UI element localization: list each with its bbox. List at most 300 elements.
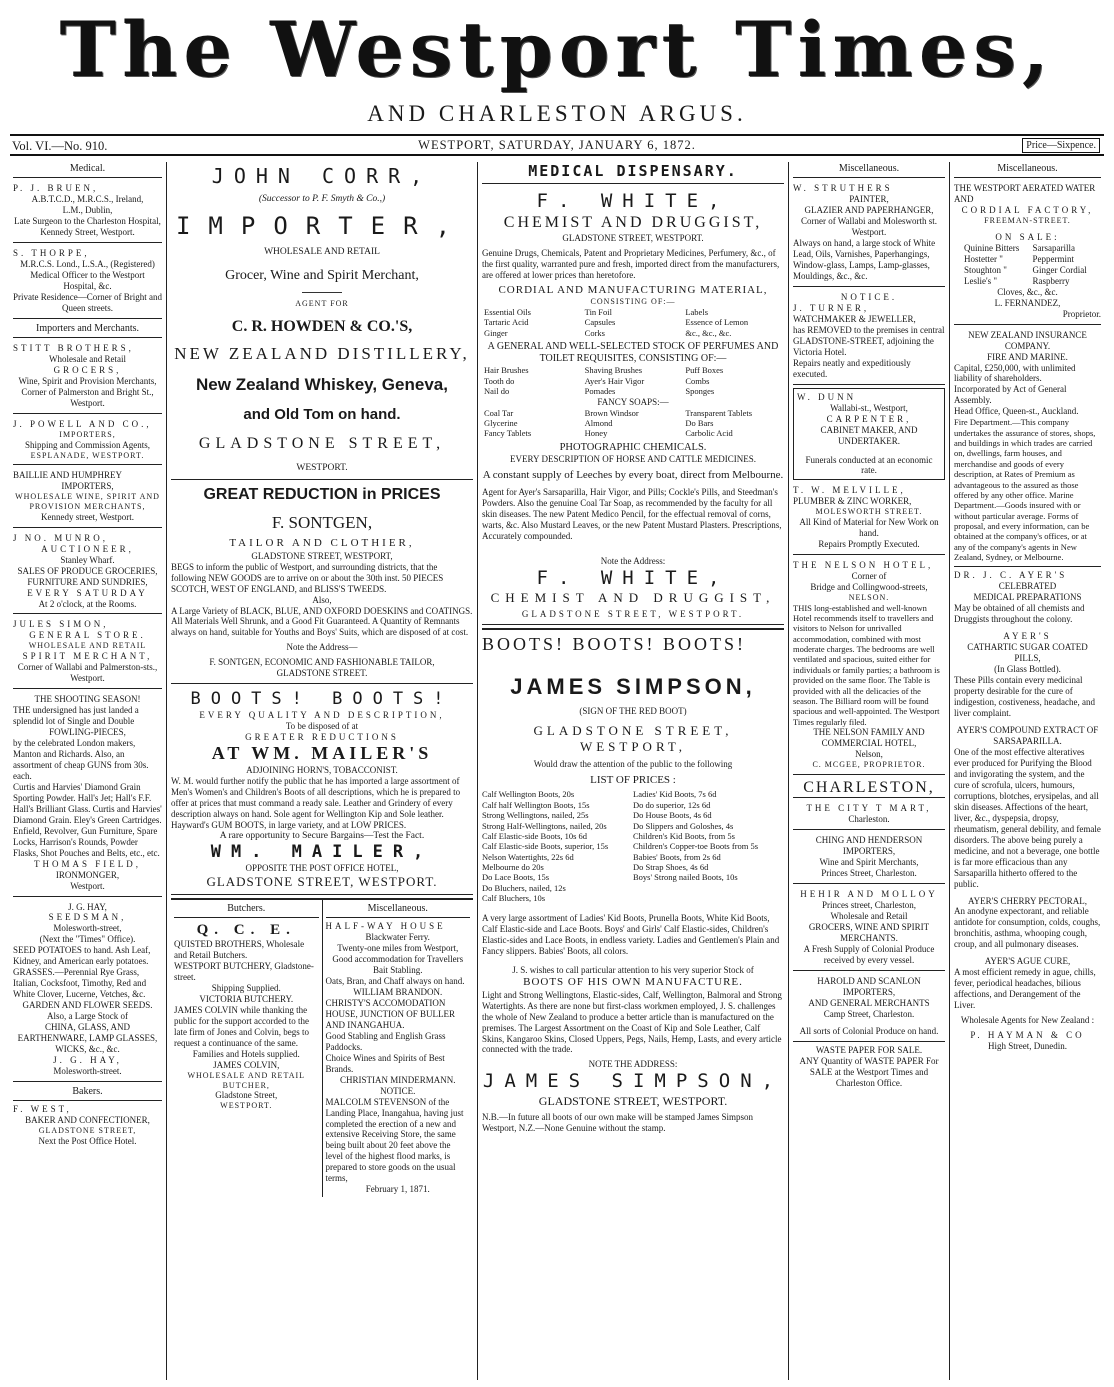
ad-body: Light and Strong Wellingtons, Elastic-sides, Calf, Wellington, Balmoral and Strong Watertights. As there are none but first-class workmen employed, J. S. challenges the whole of New Zealand to produce a better article than is manufactured on the premises. The Largest Assortment on the Coast of Kip and Sole Leather, Calf Skins, Kangaroo Skins, Closed Uppers, Pegs, Nails, Hemp, Lasts, and every article connected with the trade.: [482, 989, 782, 1055]
ad-name: JAMES SIMPSON,: [510, 673, 756, 699]
ad-line: CABINET MAKER, AND: [820, 424, 918, 435]
aerated-item-list: [954, 243, 1101, 287]
section-header-misc: Miscellaneous.: [326, 902, 471, 918]
ad-line: (Next the "Times" Office).: [39, 934, 136, 945]
ad-line: NOTICE.: [380, 1085, 416, 1096]
ad-name: S. THORPE,: [13, 248, 90, 259]
price-item: Children's Copper-toe Boots from 5s: [633, 841, 759, 852]
ad-name: THE WESTPORT AERATED WATER AND: [954, 183, 1096, 205]
ad-line: CORDIAL AND MANUFACTURING MATERIAL,: [498, 283, 768, 296]
ad-heading: WASTE PAPER FOR SALE.: [815, 1044, 923, 1055]
ad-line: Molesworth-street,: [53, 923, 122, 934]
ad-line: GENERAL STORE.: [29, 630, 146, 641]
ad-body: One of the most effective alteratives ever produced for Purifying the Blood and invigorating the system, and the cure of scrofula, ulcers, humours, corruptions, blotches, erysipelas, and all skin diseases. Affections of the heart, liver, &c., dyspepsia, dropsy, rheumatism, general debility, and female disorders. The above being purely a medicine, and not a beverage, one bottle is far more efficacious than any Sarsaparilla hitherto offered to the public.: [954, 746, 1101, 889]
ad-line: CORDIAL FACTORY,: [961, 205, 1094, 216]
soap-list: [482, 408, 784, 439]
ad-line: GLADSTONE STREET, WESTPORT.: [206, 874, 438, 890]
ad-body: SEED POTATOES to hand. Ash Leaf, Kidney, and American early potatoes.: [13, 945, 151, 967]
ad-corr: [171, 162, 473, 480]
section-header-importers: Importers and Merchants.: [13, 322, 162, 338]
list-row: [964, 276, 1101, 287]
ad-line: CATHARTIC SUGAR COATED: [967, 642, 1088, 653]
ad-line: J. S. wishes to call particular attention to his very superior Stock of: [512, 965, 754, 976]
ad-line: Wholesale and Retail: [49, 354, 126, 364]
ad-line: Choice Wines and Spirits of Best Brands.: [325, 1052, 445, 1074]
list-row: [482, 365, 784, 375]
ad-line: A constant supply of Leeches by every boat, direct from Melbourne.: [482, 469, 784, 482]
list-row: [964, 243, 1101, 254]
list-cell: Nail do: [484, 386, 510, 397]
ad-line: TAILOR AND CLOTHIER,: [229, 537, 415, 550]
price-list: [482, 789, 784, 903]
list-cell: Fancy Tablets: [484, 428, 532, 439]
list-row: [964, 265, 1101, 276]
ad-line: AYER'S COMPOUND EXTRACT OF: [956, 724, 1099, 735]
ad-bruen: [13, 181, 162, 243]
ad-line: JAMES COLVIN,: [213, 1060, 280, 1071]
list-cell: Ginger Cordial: [1032, 264, 1087, 275]
ad-line: GLADSTONE STREET, WESTPORT.: [521, 608, 745, 619]
ad-line: Kennedy Street, Westport.: [40, 227, 135, 238]
ad-line: OPPOSITE THE POST OFFICE HOTEL,: [245, 863, 399, 874]
ad-west: [13, 1104, 162, 1147]
ad-body: A Large Variety of BLACK, BLUE, AND OXFORD DOESKINS and COATINGS. All Materials Well Shrunk, and a Good Fit Guaranteed. A Quantity of Remnants always on hand, suitable for Youths and Boys' Suits, which are disposed of at cost.: [171, 605, 473, 638]
ad-line: All Kind of Material for New Work on hand.: [799, 517, 939, 539]
ad-line: February 1, 1871.: [365, 1184, 430, 1195]
ad-simon: [13, 617, 162, 689]
ad-line: High Street, Dunedin.: [988, 1041, 1067, 1052]
ad-name: DR. J. C. AYER'S: [954, 570, 1068, 581]
ad-line: (Successor to P. F. Smyth & Co.,): [258, 194, 386, 205]
ad-line: Corner of Wallabi and Palmerston-sts., Westport.: [17, 662, 158, 684]
ad-heading: NOTICE.: [840, 291, 898, 302]
ad-ayer: [954, 570, 1101, 1052]
ad-line: CHEMIST AND DRUGGIST,: [503, 214, 763, 232]
ad-name: CHING AND HENDERSON: [815, 835, 923, 846]
list-cell: Almond: [584, 417, 613, 428]
ad-line: Families and Hotels supplied.: [192, 1049, 300, 1060]
ad-body: MALCOLM STEVENSON of the Landing Place, Inangahua, having just completed the erection of a new and extensive Receiving Store, the same being built about 20 feet above the level of the highest flood marks, is prepared to store goods on the usual terms,: [325, 1096, 464, 1184]
list-cell: Essence of Lemon: [685, 317, 749, 328]
ad-body: JAMES COLVIN while thanking the public for the support accorded to the late firm of Jones and Colvin, begs to request a continuance of the same.: [174, 1005, 309, 1049]
ad-line: To be disposed of at: [285, 721, 359, 732]
butchers-section: [171, 900, 323, 1197]
ad-line: GLADSTONE STREET, WESTPORT,: [533, 723, 733, 755]
ad-munro: [13, 531, 162, 615]
ad-line: C. MCGEE, PROPRIETOR.: [812, 759, 926, 769]
ad-line: PAINTER,: [849, 194, 889, 205]
ad-heading: GREAT REDUCTION in PRICES: [203, 486, 441, 504]
ad-line: Would draw the attention of the public to the following: [533, 759, 733, 770]
ad-line: A GENERAL AND WELL-SELECTED STOCK OF PERFUMES AND TOILET REQUISITES, CONSISTING OF:—: [487, 341, 779, 365]
price-item: Calf Bluchers, 10s: [482, 893, 546, 904]
ad-line: GARDEN AND FLOWER SEEDS.: [22, 1000, 153, 1011]
ad-line: WESTPORT.: [220, 1101, 273, 1111]
list-cell: Tartaric Acid: [484, 317, 529, 328]
ad-body: A very large assortment of Ladies' Kid Boots, Prunella Boots, White Kid Boots, Calf Elastic-side and Lace Boots. Boys' and Girls' Calf Elastic-sides, Children's Elastic-sides and Lace Boots, in endless variety. Ladies and Gentlemen's Plain and Fancy slippers. Babies' Boots, all colors.: [482, 913, 780, 957]
ad-line: Stanley Wharf.: [60, 554, 115, 565]
ad-line: IMPORTER,: [175, 211, 469, 240]
list-cell: &c., &c., &c.: [685, 327, 732, 338]
price-label: Price—Sixpence.: [1022, 138, 1100, 153]
ad-line: NOTE THE ADDRESS:: [588, 1059, 678, 1070]
column-5: [951, 162, 1104, 1380]
ad-line: F. SONTGEN, ECONOMIC AND FASHIONABLE TAILOR,: [209, 657, 435, 668]
list-row: [482, 376, 784, 386]
ad-line: Princes street, Charleston,: [822, 899, 916, 910]
list-cell: Coal Tar: [484, 407, 514, 418]
list-cell: Corks: [584, 327, 605, 338]
ad-hay: [13, 900, 162, 1083]
ad-name: F. WHITE,: [536, 566, 730, 589]
list-cell: Hostetter ": [964, 253, 1003, 264]
ad-line: EVERY SATURDAY: [27, 587, 148, 598]
ad-body: Head Office, Queen-st., Auckland.: [954, 406, 1079, 417]
ad-line: and Old Tom on hand.: [243, 405, 401, 423]
ad-body: QUISTED BROTHERS, Wholesale and Retail Butchers.: [174, 939, 305, 961]
ad-line: Wine, Spirit and Provision Merchants, Corner of Palmerston and Bright St., Westport.: [18, 375, 157, 408]
list-cell: Tin Foil: [584, 307, 613, 318]
ad-name: F. WEST,: [13, 1104, 72, 1115]
section-header-bakers: Bakers.: [13, 1085, 162, 1101]
ad-sontgen: [171, 483, 473, 684]
ad-line: CONSISTING OF:—: [590, 297, 676, 307]
ad-line: A.B.T.C.D., M.R.C.S., Ireland,: [31, 194, 144, 205]
ad-line: NELSON.: [848, 592, 890, 602]
ad-simpson: [482, 628, 784, 1135]
ad-line: (In Glass Bottled).: [994, 664, 1061, 675]
ad-name: THE NELSON HOTEL,: [793, 560, 934, 571]
ad-powell: [13, 417, 162, 465]
ad-line: FOWLING-PIECES,: [49, 726, 126, 737]
price-item: Babies' Boots, from 2s 6d: [633, 851, 721, 862]
ad-body: Always on hand, a large stock of White Lead, Oils, Varnishes, Paperhangings, Window-glass, Lamps, Lamp-glasses, Mouldings, &c., &c.: [793, 238, 936, 281]
ad-body: These Pills contain every medicinal property desirable for the cure of indigestion, costiveness, headache, and liver complaint.: [954, 675, 1095, 718]
ad-line: Camp Street, Charleston.: [823, 1008, 915, 1019]
ad-line: Kennedy street, Westport.: [40, 511, 135, 522]
ad-line: FREEMAN-STREET.: [984, 216, 1071, 226]
ad-line: MERCHANTS.: [840, 932, 898, 943]
ad-line: J. G. HAY,: [53, 1055, 122, 1066]
ad-body: A most efficient remedy in ague, chills, fever, periodical headaches, bilious affections, and Derangement of the Liver.: [954, 967, 1096, 1011]
ad-name: J. POWELL AND CO.,: [13, 418, 152, 429]
ad-name: BAILLIE AND HUMPHREY: [13, 470, 122, 481]
ad-line: WHOLESALE AND RETAIL BUTCHER,: [187, 1070, 306, 1090]
ad-body: GRASSES.—Perennial Rye Grass, Italian, Cocksfoot, Timothy, Red and White Clover, Lucerne, Vetches, &c.: [13, 967, 147, 1000]
ad-line: Next the Post Office Hotel.: [38, 1135, 137, 1146]
ad-body: THE undersigned has just landed a splendid lot of Single and Double: [13, 705, 139, 726]
ad-line: Shipping and Commission Agents,: [24, 439, 150, 450]
ad-line: SARSAPARILLA.: [993, 735, 1062, 746]
section-header-misc: Miscellaneous.: [793, 162, 945, 178]
list-row: [482, 428, 784, 438]
section-header-charleston: CHARLESTON,: [793, 778, 945, 799]
ad-name: HEHIR AND MOLLOY: [800, 888, 938, 899]
ad-name: JOHN CORR,: [211, 164, 433, 188]
ad-baillie: [13, 468, 162, 527]
ad-line: (SIGN OF THE RED BOOT): [579, 706, 687, 717]
ad-line: Shipping Supplied.: [211, 983, 281, 994]
ad-line: IMPORTERS,: [59, 429, 116, 439]
ad-line: Bridge and Collingwood-streets,: [810, 581, 928, 592]
section-header-dispensary: MEDICAL DISPENSARY.: [482, 162, 784, 184]
ad-line: WESTPORT BUTCHERY, Gladstone-street.: [174, 961, 314, 983]
ad-line: Blackwater Ferry.: [365, 932, 430, 943]
ad-body: has REMOVED to the premises in central GLADSTONE-STREET, adjoining the Victoria Hotel.: [793, 324, 945, 357]
list-cell: Labels: [685, 307, 709, 318]
ad-line: Grocer, Wine and Spirit Merchant,: [225, 267, 419, 283]
ad-melville: [793, 483, 945, 555]
ad-tmart: [793, 801, 945, 830]
ad-line: At 2 o'clock, at the Rooms.: [38, 598, 137, 609]
ad-name: T. W. MELVILLE,: [793, 485, 906, 496]
ad-waste-paper: [793, 1045, 945, 1089]
ad-name: F. SONTGEN,: [271, 512, 373, 532]
list-row: [482, 386, 784, 396]
ad-line: BOOTS OF HIS OWN MANUFACTURE.: [523, 976, 743, 989]
masthead-subtitle: AND CHARLESTON ARGUS.: [367, 101, 747, 126]
ad-line: WATCHMAKER & JEWELLER,: [793, 313, 916, 324]
ad-line: AYER'S AGUE CURE,: [984, 956, 1071, 967]
ad-line: All sorts of Colonial Produce on hand.: [799, 1025, 939, 1036]
ad-line: New Zealand Whiskey, Geneva,: [196, 374, 448, 394]
ad-line: Charleston.: [848, 814, 890, 825]
ad-nelson-hotel: [793, 558, 945, 775]
price-item: Ladies' Kid Boots, 7s 6d: [633, 789, 717, 800]
misc-section: [323, 900, 474, 1197]
list-row: [482, 307, 784, 317]
price-item: Strong Half-Wellingtons, nailed, 20s: [482, 820, 607, 831]
ad-line: Wholesale and Retail: [830, 910, 908, 921]
list-cell: Ayer's Hair Vigor: [584, 375, 645, 386]
ad-line: ON SALE:: [995, 231, 1060, 242]
ad-line: Gladstone Street,: [215, 1090, 278, 1101]
ad-name: P. J. BRUEN,: [13, 183, 99, 194]
list-cell: Quinine Bitters: [964, 242, 1020, 253]
ad-line: IMPORTERS,: [842, 846, 896, 857]
price-item: Calf Wellington Boots, 20s: [482, 789, 575, 800]
ad-body: W. M. would further notify the public that he has imported a large assortment of Men's Women's and Children's Boots of all descriptions, which he is prepared to offer at prices that must command a ready sale. Leather and Grindery of every description always on hand. Sole agent for Wellington Kip and Sole leather. Hayward's GUM BOOTS, in large variety, and at LOW PRICES.: [171, 775, 461, 830]
ad-line: Molesworth-street.: [53, 1066, 122, 1077]
column-3: [479, 162, 787, 1380]
ad-line: SPIRIT MERCHANT,: [22, 651, 153, 662]
list-cell: Peppermint: [1032, 253, 1074, 264]
ad-line: Good accommodation for Travellers: [332, 953, 464, 964]
ad-hehir: [793, 887, 945, 971]
list-cell: Ginger: [484, 327, 508, 338]
ad-name: WM. MAILER,: [210, 842, 434, 863]
list-row: [482, 328, 784, 338]
ad-line: GROCERS, WINE AND SPIRIT: [808, 921, 930, 932]
column-2: [168, 162, 476, 1380]
section-header-misc: Miscellaneous.: [954, 162, 1101, 178]
ad-line: CELEBRATED: [998, 581, 1057, 592]
price-item: Do Slippers and Goloshes, 4s: [633, 820, 734, 831]
price-item: Children's Kid Boots, from 5s: [633, 830, 735, 841]
ad-line: CHRISTY'S ACCOMODATION HOUSE, JUNCTION OF BULLER AND INANGAHUA.: [325, 997, 456, 1030]
ad-line: ESPLANADE, WESTPORT.: [30, 450, 145, 460]
masthead-title: The Westport Times,: [59, 5, 1055, 94]
ad-line: Twenty-one miles from Westport,: [337, 943, 459, 953]
list-cell: Glycerine: [484, 417, 518, 428]
issue-date: WESTPORT, SATURDAY, JANUARY 6, 1872.: [418, 138, 696, 152]
list-cell: Pomades: [584, 386, 616, 397]
ad-body: Agent for Ayer's Sarsaparilla, Hair Vigor, and Pills; Cockle's Pills, and Steedman's Powders. Also the genuine Coal Tar Soap, as recommended by the faculty for all skin diseases. The new Patent Medico Pencil, for the effectual removal of corns, warts, &c. Also Mustard Leaves, or the new Patent Mustard Plasters. Prescriptions, Accurately compounded.: [482, 486, 782, 541]
ad-line: AYER'S: [1003, 631, 1052, 642]
ad-line: NEW ZEALAND DISTILLERY,: [174, 344, 470, 364]
ad-harold: [793, 974, 945, 1042]
list-row: [482, 408, 784, 418]
ad-line: Wallabi-st., Westport,: [830, 402, 908, 413]
ad-line: Wholesale Agents for New Zealand :: [960, 1015, 1095, 1026]
price-item: Strong Wellingtons, nailed, 25s: [482, 810, 589, 821]
ad-line: Funerals conducted at an economic rate.: [805, 454, 933, 476]
toilet-list: [482, 365, 784, 396]
ad-line: CHINA, GLASS, AND EARTHENWARE, LAMP GLASSES, WICKS, &c., &c.: [17, 1022, 158, 1055]
ad-line: AT WM. MAILER'S: [211, 742, 433, 763]
ad-name: J. TURNER,: [793, 302, 870, 313]
price-item: Do do superior, 12s 6d: [633, 799, 711, 810]
ad-line: L.M., Dublin,: [62, 205, 113, 216]
ad-name: STITT BROTHERS,: [13, 343, 134, 354]
ad-body: Genuine Drugs, Chemicals, Patent and Proprietary Medicines, Perfumery, &c., of the first quality, warranted pure and fresh, imported direct from the manufacturers, are offered at lower prices than heretofore.: [482, 247, 780, 280]
ad-body: by the celebrated London makers, Manton and Richards. Also, an assortment of cheap GUNS from 30s. each.: [13, 737, 149, 781]
ad-line: GLADSTONE STREET.: [276, 668, 368, 679]
ad-body: Curtis and Harvies' Diamond Grain Sporting Powder. Hall's Jet; Hall's F.F. Hall's Brilliant Glass. Curtis and Harvies' Diamond Grain. Eley's Green Cartridges. Enfield, Revolver, Gun Furniture, Spare Locks, Harrison's Rounds, Powder Flasks, Shot Pouches and Belts, etc., etc.: [13, 781, 162, 858]
price-item: Calf Elastic-side Boots, superior, 15s: [482, 841, 609, 852]
ad-line: Corner of: [851, 571, 887, 581]
ad-dunn: [793, 388, 945, 481]
ad-line: WHOLESALE AND RETAIL: [28, 641, 147, 651]
column-1: [10, 162, 165, 1380]
volume-number: Vol. VI.—No. 910.: [12, 139, 108, 153]
ad-name: F. WHITE,: [536, 190, 730, 213]
price-item: Do House Boots, 4s 6d: [633, 810, 712, 821]
ad-name: W. STRUTHERS: [793, 183, 893, 194]
ad-field: [13, 692, 162, 896]
ad-line: PLUMBER & ZINC WORKER,: [793, 496, 912, 507]
ad-line: AYER'S CHERRY PECTORAL,: [967, 895, 1088, 906]
column-4: [790, 162, 948, 1380]
ad-line: Note the Address—: [286, 642, 358, 653]
ad-line: A rare opportunity to Secure Bargains—Test the Fact.: [219, 830, 425, 841]
price-item: Do Bluchers, nailed, 12s: [482, 882, 566, 893]
ad-line: GLADSTONE STREET,: [38, 1126, 137, 1136]
list-cell: Tooth do: [484, 375, 515, 386]
cordial-list: [482, 307, 784, 338]
list-row: [482, 418, 784, 428]
ad-line: CHRISTIAN MINDERMANN.: [339, 1074, 456, 1085]
ad-line: GREATER REDUCTIONS: [245, 732, 399, 742]
ad-line: Private Residence—Corner of Bright and Queen streets.: [13, 291, 162, 313]
ad-heading: BOOTS! BOOTS! BOOTS!: [482, 628, 784, 656]
section-header-medical: Medical.: [13, 162, 162, 178]
ad-nz-insurance: [954, 328, 1101, 568]
list-cell: Combs: [685, 375, 710, 386]
section-header-butchers: Butchers.: [174, 902, 319, 918]
ad-line: PILLS,: [1014, 653, 1041, 664]
ad-line: Wine and Spirit Merchants,: [819, 857, 919, 868]
price-list-ladies: [633, 789, 784, 903]
ad-line: M.R.C.S. Lond., L.S.A., (Registered) Medical Officer to the Westport Hospital, &c.: [20, 259, 155, 291]
price-item: Nelson Watertights, 22s 6d: [482, 851, 574, 862]
list-cell: Capsules: [584, 317, 616, 328]
price-item: Boys' Strong nailed Boots, 10s: [633, 872, 738, 883]
ad-line: Nelson,: [855, 748, 883, 759]
butchers-misc-split: [171, 898, 473, 1197]
list-cell: Carbolic Acid: [685, 428, 733, 439]
ad-line: SEEDSMAN,: [48, 912, 127, 923]
ad-struthers: [793, 181, 945, 287]
ad-line: WESTPORT.: [296, 463, 348, 474]
ad-mailer: [171, 687, 473, 895]
ad-name: HAROLD AND SCANLON: [817, 975, 921, 986]
ad-line: WHOLESALE WINE, SPIRIT AND PROVISION MERCHANTS,: [15, 492, 160, 511]
ad-line: GLAZIER AND PAPERHANGER,: [804, 205, 934, 216]
price-list-men: [482, 789, 633, 903]
ad-line: Note the Address:: [600, 555, 666, 566]
price-item: Do Lace Boots, 15s: [482, 872, 550, 883]
ad-line: GLADSTONE STREET,: [198, 434, 446, 452]
price-item: Calf half Wellington Boots, 15s: [482, 799, 590, 810]
ad-name: THOMAS FIELD,: [33, 858, 141, 869]
ad-line: FANCY SOAPS:—: [597, 396, 669, 407]
ad-line: Proprietor.: [1062, 308, 1101, 319]
ad-body: ANY Quantity of WASTE PAPER For SALE at the Westport Times and Charleston Office.: [799, 1055, 939, 1088]
ad-name: NEW ZEALAND INSURANCE COMPANY.: [968, 329, 1087, 351]
ad-body: Repairs neatly and expeditiously executed.: [793, 357, 911, 379]
ad-line: Also, a Large Stock of: [46, 1011, 129, 1022]
ad-line: FIRE AND MARINE.: [987, 351, 1068, 362]
ad-line: P. HAYMAN & CO: [970, 1030, 1085, 1041]
list-cell: Hair Brushes: [484, 365, 529, 376]
ad-line: EVERY DESCRIPTION OF HORSE AND CATTLE MEDICINES.: [510, 454, 756, 465]
ad-line: GLADSTONE STREET, WESTPORT,: [251, 550, 393, 561]
ad-line: IMPORTERS,: [842, 986, 896, 997]
ad-name: JULES SIMON,: [13, 619, 109, 630]
ad-stitt: [13, 341, 162, 414]
ad-line: Late Surgeon to the Charleston Hospital,: [14, 216, 161, 227]
ad-line: CHEMIST AND DRUGGIST,: [490, 589, 776, 605]
ad-thorpe: [13, 246, 162, 319]
ad-name: HALF-WAY HOUSE: [325, 921, 446, 932]
ad-body: May be obtained of all chemists and Druggists throughout the colony.: [954, 603, 1085, 625]
ad-line: WILLIAM BRANDON.: [353, 986, 443, 997]
ad-line: SALES OF PRODUCE GROCERIES, FURNITURE AND SUNDRIES,: [17, 565, 158, 587]
ad-body: An anodyne expectorant, and reliable antidote for consumption, colds, coughs, bronchitis, asthma, whooping cough, croup, and all pulmonary diseases.: [954, 906, 1101, 950]
ad-line: Princes Street, Charleston.: [821, 868, 917, 879]
ad-aerated-water: [954, 181, 1101, 324]
list-row: [482, 317, 784, 327]
ad-name: W. DUNN: [797, 391, 857, 402]
dateline: [10, 134, 1104, 156]
list-cell: Shaving Brushes: [584, 365, 643, 376]
price-item: Calf Elastic-side Boots, 10s 6d: [482, 830, 588, 841]
ad-line: Cloves, &c., &c.: [997, 286, 1058, 297]
ad-body: Fire Department.—This company undertakes the assurance of stores, shops, and buildings in which trades are carried on, dwellings, farm houses, and merchandise and goods of every description, at Rates of Premium as advantageous to the assured as those offered by any other office. Marine Department.—Goods insured with or without particular average. Forms of proposal, and every information, can be obtained at the company's offices, or at any of the company's agents in New Zealand, Sydney, or Melbourne.: [954, 417, 1096, 563]
ad-line: CARPENTER,: [826, 413, 912, 424]
ad-line: AGENT FOR: [295, 298, 349, 308]
ad-line: C. R. HOWDEN & CO.'S,: [231, 317, 413, 335]
ad-line: LIST OF PRICES :: [590, 774, 676, 787]
ad-name: J NO. MUNRO,: [13, 532, 109, 543]
ad-line: UNDERTAKER.: [838, 435, 900, 446]
ad-line: VICTORIA BUTCHERY.: [199, 994, 294, 1005]
ad-body: BEGS to inform the public of Westport, and surrounding districts, that the following NEW GOODS are to arrive on or about the 30th inst. 50 PIECES SCOTCH, WEST OF ENGLAND, and BLISS'S TWEEDS.: [171, 561, 444, 594]
list-cell: Transparent Tablets: [685, 407, 753, 418]
ad-line: IRONMONGER,: [55, 869, 120, 880]
ad-body: THIS long-established and well-known Hotel recommends itself to travellers and visitors to Nelson for unrivalled accommodation, combined with most moderate charges. The bedrooms are well ventilated and spacious, suited either for individuals or family parties; a bathroom is provided on the same floor. The Table is provided with all the delicacies of the season. The Billiard room will be found spacious and well-appointed. The Westport Times regularly filed.: [793, 602, 940, 727]
